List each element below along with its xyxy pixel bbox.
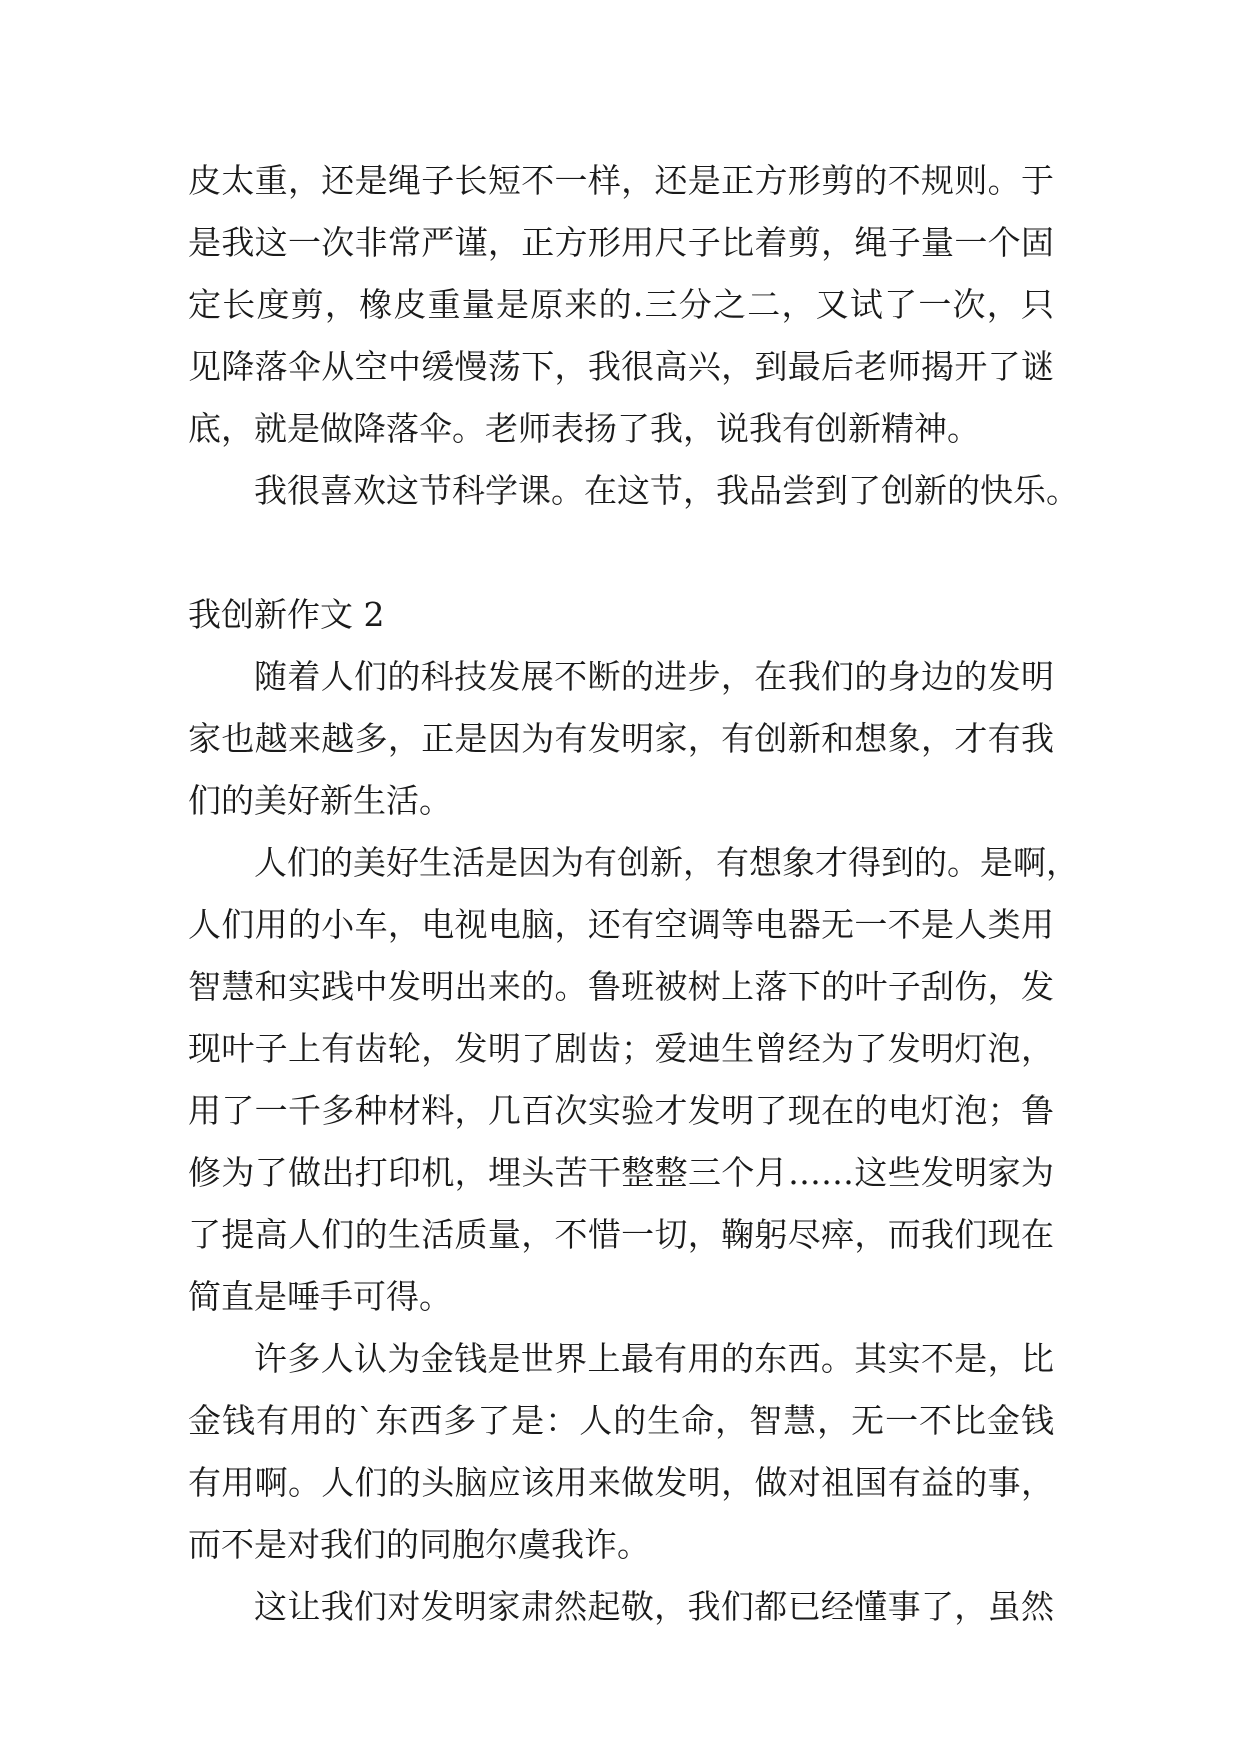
text-line: 人们用的小车，电视电脑，还有空调等电器无一不是人类用 — [188, 905, 1054, 944]
text-line: 简直是唾手可得。 — [188, 1277, 452, 1316]
text-line: 人们的美好生活是因为有创新，有想象才得到的。是啊， — [254, 843, 1079, 882]
text-line: 我很喜欢这节科学课。在这节，我品尝到了创新的快乐。 — [254, 471, 1079, 510]
text-line: 现叶子上有齿轮，发明了剧齿；爱迪生曾经为了发明灯泡， — [188, 1029, 1054, 1068]
text-line: 定长度剪，橡皮重量是原来的.三分之二，又试了一次，只 — [188, 285, 1054, 324]
text-line: 许多人认为金钱是世界上最有用的东西。其实不是，比 — [254, 1339, 1054, 1378]
paragraph-intro — [188, 646, 1054, 832]
paragraph-gap — [188, 522, 1054, 584]
paragraph-respect — [188, 1576, 1054, 1638]
paragraph-inventors — [188, 832, 1079, 1328]
text-line: 皮太重，还是绳子长短不一样，还是正方形剪的不规则。于 — [188, 161, 1054, 200]
paragraph-money — [188, 1328, 1054, 1576]
text-line: 智慧和实践中发明出来的。鲁班被树上落下的叶子刮伤，发 — [188, 967, 1054, 1006]
document-body — [188, 150, 1079, 1638]
text-line: 家也越来越多，正是因为有发明家，有创新和想象，才有我 — [188, 719, 1054, 758]
text-line: 而不是对我们的同胞尔虞我诈。 — [188, 1525, 650, 1564]
text-line: 底，就是做降落伞。老师表扬了我，说我有创新精神。 — [188, 409, 980, 448]
text-line: 用了一千多种材料，几百次实验才发明了现在的电灯泡；鲁 — [188, 1091, 1054, 1130]
text-line: 有用啊。人们的头脑应该用来做发明，做对祖国有益的事， — [188, 1463, 1054, 1502]
text-line: 了提高人们的生活质量，不惜一切，鞠躬尽瘁，而我们现在 — [188, 1215, 1054, 1254]
paragraph-parachute-ending — [188, 150, 1054, 460]
text-line: 这让我们对发明家肃然起敬，我们都已经懂事了，虽然 — [254, 1587, 1054, 1626]
paragraph-science-class — [188, 460, 1079, 522]
text-line: 修为了做出打印机，埋头苦干整整三个月……这些发明家为 — [188, 1153, 1054, 1192]
essay-heading: 我创新作文 2 — [188, 595, 385, 634]
text-line: 们的美好新生活。 — [188, 781, 452, 820]
text-line: 金钱有用的`东西多了是：人的生命，智慧，无一不比金钱 — [188, 1401, 1054, 1440]
text-line: 是我这一次非常严谨，正方形用尺子比着剪，绳子量一个固 — [188, 223, 1054, 262]
text-line: 随着人们的科技发展不断的进步，在我们的身边的发明 — [254, 657, 1054, 696]
text-line: 见降落伞从空中缓慢荡下，我很高兴，到最后老师揭开了谜 — [188, 347, 1054, 386]
